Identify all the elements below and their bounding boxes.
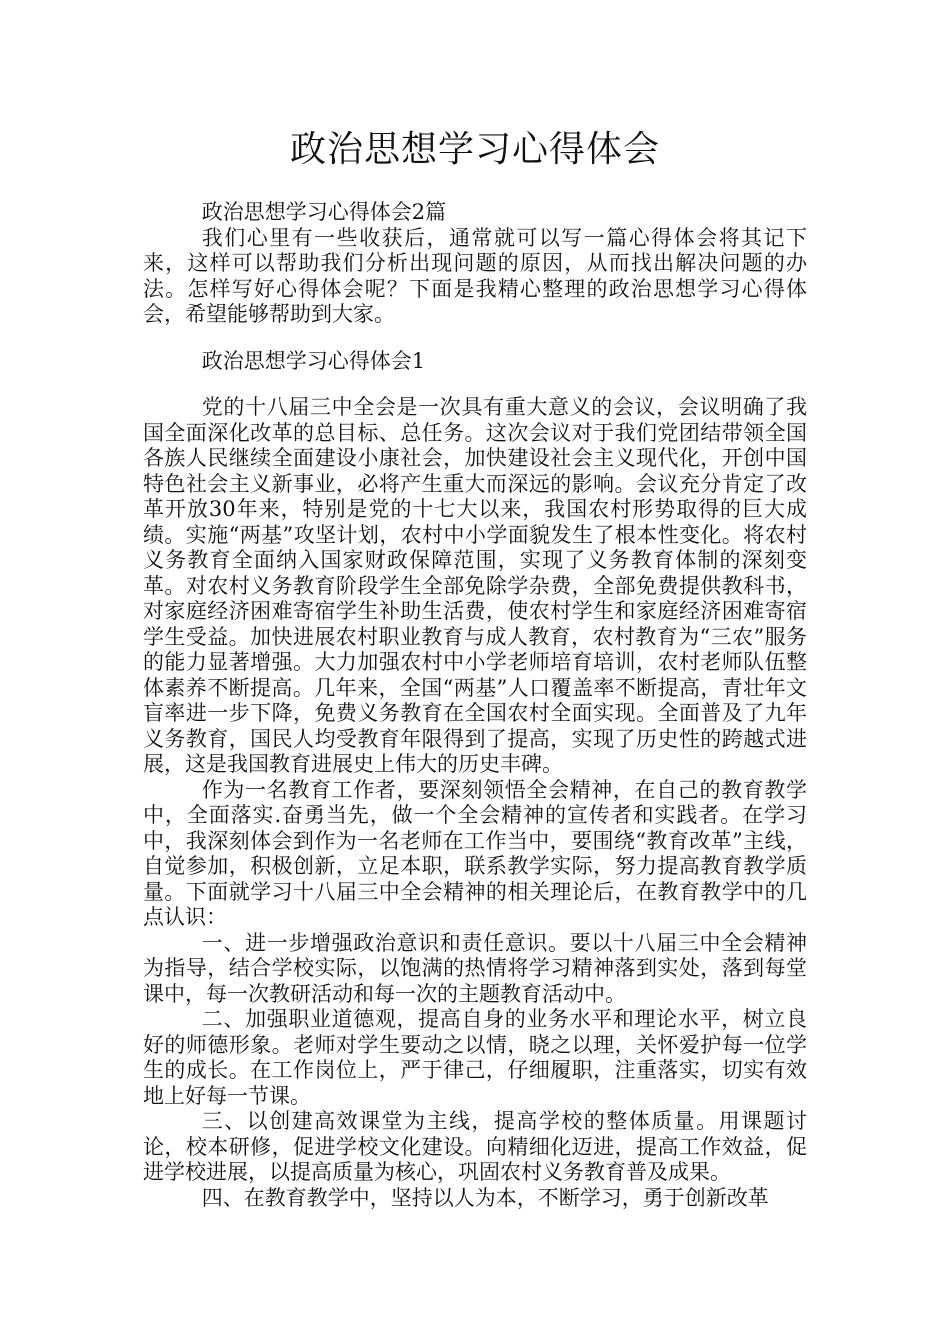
document-body <box>143 200 807 1211</box>
paragraph-subtitle: 政治思想学习心得体会2篇 <box>201 200 447 224</box>
paragraph-point-1: 一、进一步增强政治意识和责任意识。要以十八届三中全会精神为指导，结合学校实际，以饱满的热情将学习精神落到实处，落到每堂课中，每一次教研活动和每一次的主题教育活动中。 <box>143 930 807 1006</box>
paragraph-gap <box>143 328 807 349</box>
paragraph-section-heading: 政治思想学习心得体会1 <box>201 348 426 373</box>
paragraph-intro: 我们心里有一些收获后，通常就可以写一篇心得体会将其记下来，这样可以帮助我们分析出现问题的原因，从而找出解决问题的办法。怎样写好心得体会呢？下面是我精心整理的政治思想学习心得体会，希望能够帮助到大家。 <box>143 225 807 326</box>
paragraph-point-2: 二、加强职业道德观，提高自身的业务水平和理论水平，树立良好的师德形象。老师对学生要动之以情，晓之以理，关怀爱护每一位学生的成长。在工作岗位上，严于律己，仔细履职，注重落实，切实有效地上好每一节课。 <box>143 1007 807 1108</box>
paragraph-point-4: 四、在教育教学中，坚持以人为本，不断学习，勇于创新改革 <box>201 1185 769 1210</box>
paragraph-gap <box>143 374 807 395</box>
document-title: 政治思想学习心得体会 <box>289 129 660 170</box>
paragraph-body: 作为一名教育工作者，要深刻领悟全会精神，在自己的教育教学中，全面落实.奋勇当先，做一个全会精神的宣传者和实践者。在学习中，我深刻体会到作为一名老师在工作当中，要围绕“教育改革”主线，自觉参加，积极创新，立足本职，联系教学实际，努力提高教育教学质量。下面就学习十八届三中全会精神的相关理论后，在教育教学中的几点认识： <box>143 777 807 929</box>
paragraph-point-3: 三、以创建高效课堂为主线，提高学校的整体质量。用课题讨论，校本研修，促进学校文化建设。向精细化迈进，提高工作效益，促进学校进展，以提高质量为核心，巩固农村义务教育普及成果。 <box>143 1109 807 1184</box>
paragraph-body: 党的十八届三中全会是一次具有重大意义的会议，会议明确了我国全面深化改革的总目标、总任务。这次会议对于我们党团结带领全国各族人民继续全面建设小康社会，加快建设社会主义现代化，开创中国特色社会主义新事业，必将产生重大而深远的影响。会议充分肯定了改革开放30年来，特别是党的十七大以来，我国农村形势取得的巨大成绩。实施“两基”攻坚计划，农村中小学面貌发生了根本性变化。将农村义务教育全面纳入国家财政保障范围，实现了义务教育体制的深刻变革。对农村义务教育阶段学生全部免除学杂费，全部免费提供教科书，对家庭经济困难寄宿学生补助生活费，使农村学生和家庭经济困难寄宿学生受益。加快进展农村职业教育与成人教育，农村教育为“三农”服务的能力显著增强。大力加强农村中小学老师培育培训，农村老师队伍整体素养不断提高。几年来，全国“两基”人口覆盖率不断提高，青壮年文盲率进一步下降，免费义务教育在全国农村全面实现。全面普及了九年义务教育，国民人均受教育年限得到了提高，实现了历史性的跨越式进展，这是我国教育进展史上伟大的历史丰碑。 <box>143 395 807 776</box>
